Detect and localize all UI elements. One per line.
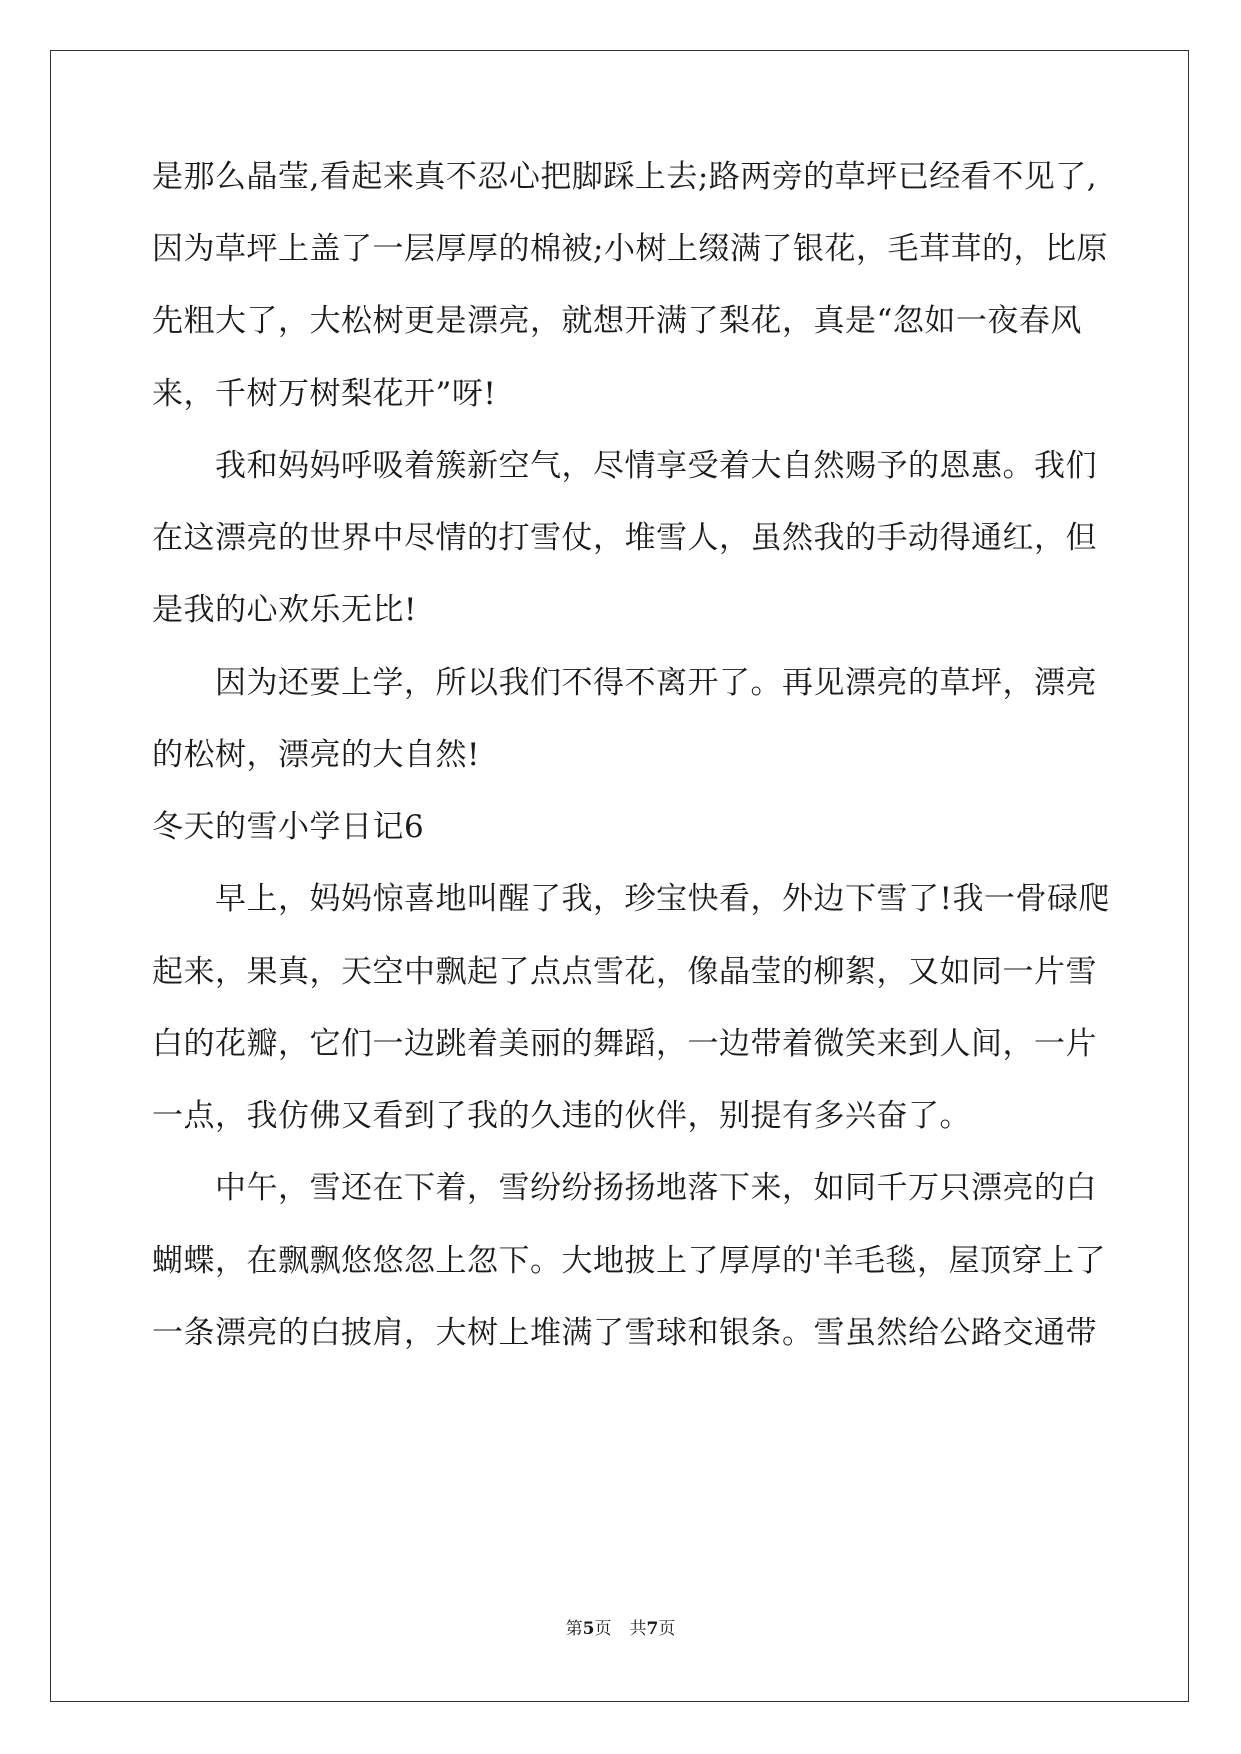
text-line: 一点，我仿佛又看到了我的久违的伙伴，别提有多兴奋了。 (152, 1098, 971, 1134)
text-line: 是我的心欢乐无比! (152, 592, 417, 628)
footer-current-page: 5 (582, 1619, 595, 1639)
text-line: 一条漂亮的白披肩，大树上堆满了雪球和银条。雪虽然给公路交通带 (152, 1315, 1097, 1351)
text-line: 起来，果真，天空中飘起了点点雪花，像晶莹的柳絮，又如同一片雪 (152, 954, 1097, 990)
text-line: 是那么晶莹,看起来真不忍心把脚踩上去;路两旁的草坪已经看不见了, (152, 159, 1098, 195)
paragraph-start-line: 我和妈妈呼吸着簇新空气，尽情享受着大自然赐予的恩惠。我们 (215, 448, 1097, 484)
section-heading: 冬天的雪小学日记6 (152, 809, 425, 845)
page-border (50, 50, 1189, 1702)
text-line: 在这漂亮的世界中尽情的打雪仗，堆雪人，虽然我的手动得通红，但 (152, 520, 1097, 556)
paragraph-start-line: 因为还要上学，所以我们不得不离开了。再见漂亮的草坪，漂亮 (215, 665, 1097, 701)
footer-page-prefix: 第 (565, 1619, 583, 1639)
footer-total-prefix: 共 (629, 1619, 647, 1639)
footer-total-suffix: 页 (658, 1619, 676, 1639)
text-line: 来，千树万树梨花开”呀! (152, 376, 497, 412)
text-line: 的松树，漂亮的大自然! (152, 737, 480, 773)
paragraph-start-line: 早上，妈妈惊喜地叫醒了我，珍宝快看，外边下雪了!我一骨碌爬 (215, 881, 1110, 917)
page-footer (0, 1614, 1241, 1639)
text-line: 先粗大了，大松树更是漂亮，就想开满了梨花，真是“忽如一夜春风 (152, 303, 1082, 339)
paragraph-start-line: 中午，雪还在下着，雪纷纷扬扬地落下来，如同千万只漂亮的白 (215, 1170, 1097, 1206)
footer-total-pages: 7 (646, 1619, 659, 1639)
footer-page-suffix: 页 (594, 1619, 612, 1639)
text-line: 蝴蝶，在飘飘悠悠忽上忽下。大地披上了厚厚的'羊毛毯，屋顶穿上了 (152, 1243, 1107, 1279)
text-line: 因为草坪上盖了一层厚厚的棉被;小树上缀满了银花，毛茸茸的，比原 (152, 231, 1108, 267)
text-line: 白的花瓣，它们一边跳着美丽的舞蹈，一边带着微笑来到人间，一片 (152, 1026, 1097, 1062)
